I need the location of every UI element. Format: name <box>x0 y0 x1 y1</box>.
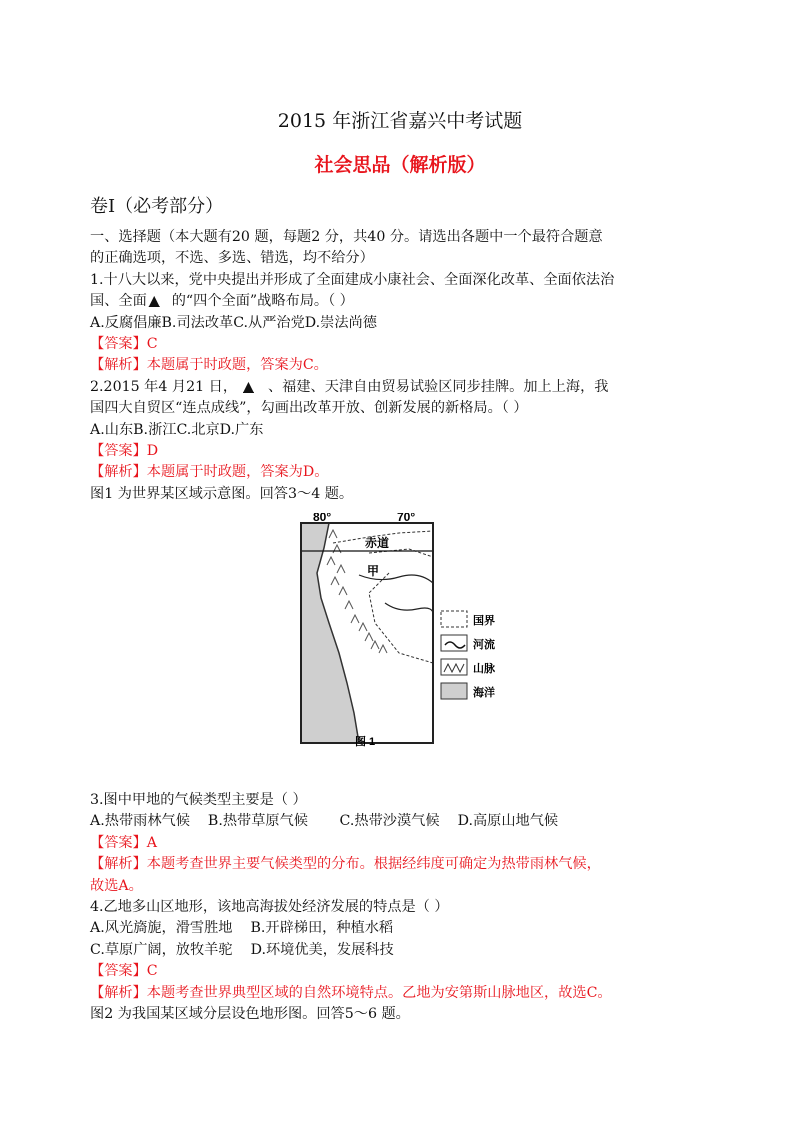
figure-1-intro: 图1 为世界某区域示意图。回答3～4 题。 <box>90 485 354 502</box>
question-2-options: A.山东B.浙江C.北京D.广东 <box>90 421 264 438</box>
question-1-explanation: 【解析】本题属于时政题，答案为C。 <box>90 357 328 374</box>
q2-text-pre: 2.2015 年4 月21 日， <box>90 378 238 395</box>
page-subtitle: 社会思品（解析版） <box>314 154 486 176</box>
question-2-stem <box>90 377 720 398</box>
legend-river-label: 河流 <box>473 638 495 652</box>
question-2-stem-cont: 国四大自贸区“连点成线”，勾画出改革开放、创新发展的新格局。（ ） <box>90 400 528 417</box>
section-heading: 卷Ⅰ（必考部分） <box>90 196 224 217</box>
longitude-80-label: 80° <box>313 513 332 525</box>
question-1-options: A.反腐倡廉B.司法改革C.从严治党D.崇法尚德 <box>90 314 377 331</box>
figure-2-intro: 图2 为我国某区域分层设色地形图。回答5～6 题。 <box>90 1005 410 1022</box>
map-legend <box>441 611 496 699</box>
q2-text-post: 、福建、天津自由贸易试验区同步挂牌。加上上海，我 <box>267 378 609 395</box>
question-1-stem: 1.十八大以来，党中央提出并形成了全面建成小康社会、全面深化改革、全面依法治 <box>90 271 615 288</box>
intro-line: 的正确选项，不选、多选、错选，均不给分） <box>90 250 374 267</box>
figure-1-map <box>299 513 624 748</box>
intro-line: 一、选择题（本大题有20 题，每题2 分，共40 分。请选出各题中一个最符合题意 <box>90 229 603 245</box>
question-1-stem-cont <box>90 291 720 312</box>
place-jia-label: 甲 <box>367 564 380 579</box>
question-4-answer: 【答案】C <box>90 963 158 980</box>
question-3-answer: 【答案】A <box>90 834 157 851</box>
legend-border-swatch <box>441 611 467 627</box>
q1-text-pre: 国、全面 <box>90 293 147 310</box>
question-3-options: A.热带雨林气候 B.热带草原气候 C.热带沙漠气候 D.高原山地气候 <box>90 813 559 830</box>
q1-text-post: 的“四个全面”战略布局。（ ） <box>171 293 354 310</box>
question-3-explanation-cont: 故选A。 <box>90 877 143 894</box>
page-title: 2015 年浙江省嘉兴中考试题 <box>277 110 523 132</box>
question-4-options-1: A.风光旖旎，滑雪胜地 B.开辟梯田，种植水稻 <box>90 920 394 937</box>
question-3-explanation: 【解析】本题考查世界主要气候类型的分布。根据经纬度可确定为热带雨林气候， <box>90 856 601 873</box>
question-3-stem: 3.图中甲地的气候类型主要是（ ） <box>90 792 307 809</box>
question-2-answer: 【答案】D <box>90 442 159 459</box>
figure-caption: 图 1 <box>355 736 376 749</box>
question-4-options-2: C.草原广阔，放牧羊驼 D.环境优美，发展科技 <box>90 941 394 958</box>
answer-blank: ▲ <box>243 378 254 395</box>
question-1-answer: 【答案】C <box>90 335 158 352</box>
longitude-70-label: 70° <box>397 513 416 525</box>
question-4-stem: 4.乙地多山区地形，该地高海拔处经济发展的特点是（ ） <box>90 899 449 916</box>
equator-label: 赤道 <box>365 536 390 551</box>
answer-blank: ▲ <box>148 293 160 310</box>
question-body <box>90 227 720 1025</box>
legend-border-label: 国界 <box>473 614 495 628</box>
question-4-explanation: 【解析】本题考查世界典型区域的自然环境特点。乙地为安第斯山脉地区，故选C。 <box>90 984 612 1001</box>
legend-ocean-label: 海洋 <box>473 686 495 700</box>
question-2-explanation: 【解析】本题属于时政题，答案为D。 <box>90 464 329 481</box>
figure-1-area <box>90 505 720 790</box>
legend-ocean-swatch <box>441 683 467 699</box>
legend-mountain-label: 山脉 <box>473 662 495 676</box>
